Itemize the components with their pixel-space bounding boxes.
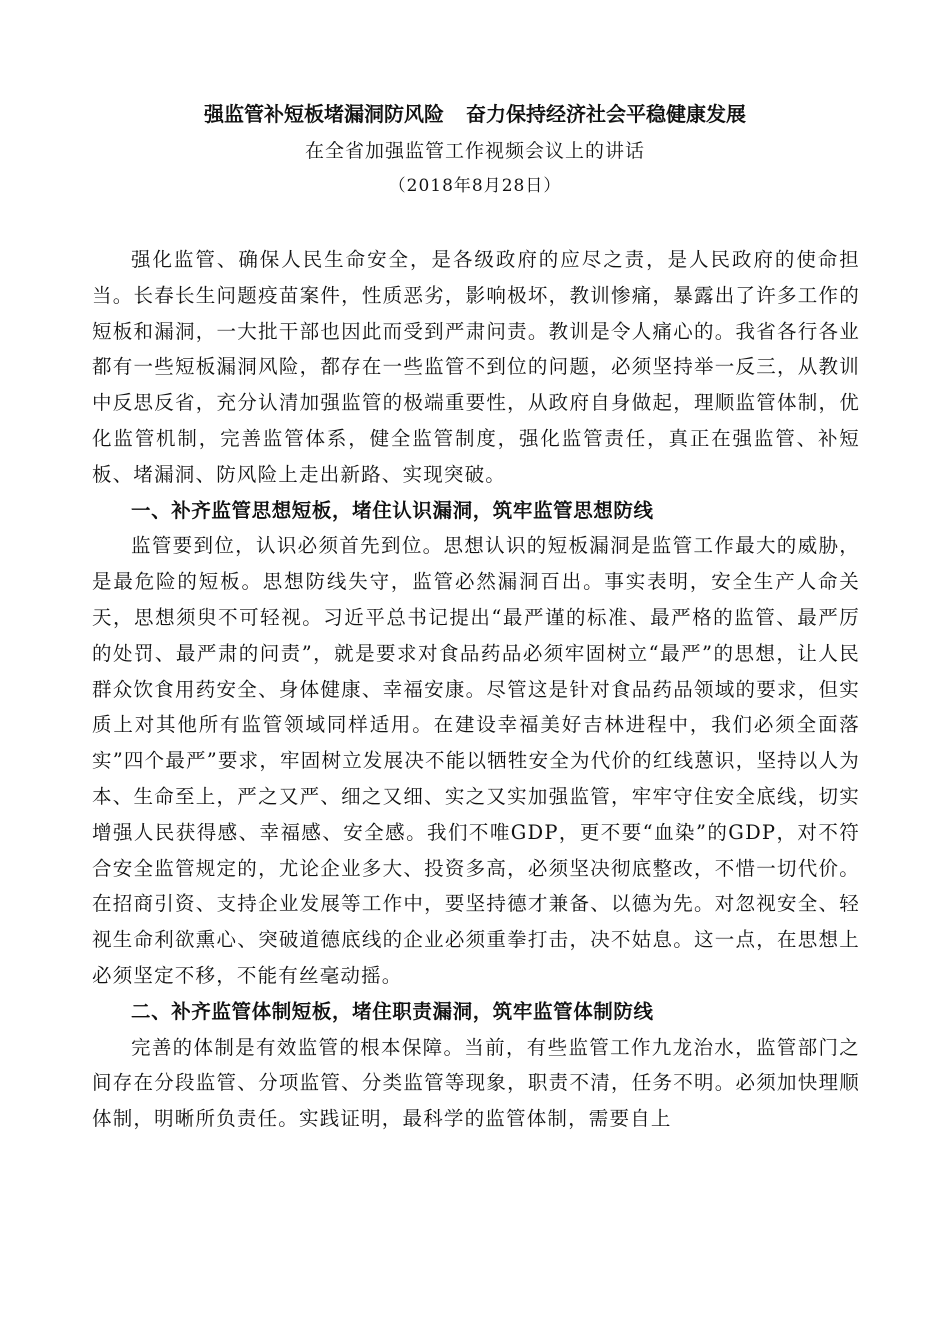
section-heading-2: 二、补齐监管体制短板，堵住职责漏洞，筑牢监管体制防线 xyxy=(131,999,654,1023)
document-subtitle: 在全省加强监管工作视频会议上的讲话 xyxy=(304,140,645,162)
title-part-1: 强监管补短板堵漏洞防风险 xyxy=(204,102,444,126)
document-date: （2018年8月28日） xyxy=(388,176,562,196)
section-2-paragraph: 完善的体制是有效监管的根本保障。当前，有些监管工作九龙治水，监管部门之间存在分段监管、分项监管、分类监管等现象，职责不清，任务不明。必须加快理顺体制，明晰所负责任。实践证明，最科学的监管体制，需要自上 xyxy=(92,1035,860,1131)
section-1-paragraph: 监管要到位，认识必须首先到位。思想认识的短板漏洞是监管工作最大的威胁，是最危险的短板。思想防线失守，监管必然漏洞百出。事实表明，安全生产人命关天，思想须臾不可轻视。习近平总书记提出“最严谨的标准、最严格的监管、最严厉的处罚、最严肃的问责”，就是要求对食品药品必须牢固树立“最严”的思想，让人民群众饮食用药安全、身体健康、幸福安康。尽管这是针对食品药品领域的要求，但实质上对其他所有监管领域同样适用。在建设幸福美好吉林进程中，我们必须全面落实”四个最严”要求，牢固树立发展决不能以牺牲安全为代价的红线蒽识，坚持以人为本、生命至上，严之又严、细之又细、实之又实加强监管，牢牢守住安全底线，切实增强人民获得感、幸福感、安全感。我们不唯GDP，更不要“血染”的GDP，对不符合安全监管规定的，尤论企业多大、投资多高，必须坚决彻底整改，不惜一切代价。在招商引资、支持企业发展等工作中，要坚持德才兼备、以德为先。对忽视安全、轻视生命利欲熏心、突破道德底线的企业必须重拳打击，决不姑息。这一点，在思想上必须坚定不移，不能有丝毫动摇。 xyxy=(92,534,860,987)
title-part-2: 奋力保持经济社会平稳健康发展 xyxy=(466,102,746,126)
section-heading-1: 一、补齐监管思想短板，堵住认识漏洞，筑牢监管思想防线 xyxy=(131,498,654,522)
document-title xyxy=(0,98,950,130)
document-body xyxy=(92,242,860,1137)
intro-paragraph: 强化监管、确保人民生命安全，是各级政府的应尽之责，是人民政府的使命担当。长春长生问题疫苗案件，性质恶劣，影响极坏，教训惨痛，暴露出了许多工作的短板和漏洞，一大批干部也因此而受到严肃问责。教训是令人痛心的。我省各行各业都有一些短板漏洞风险，都存在一些监管不到位的问题，必须坚持举一反三，从教训中反思反省，充分认清加强监管的极端重要性，从政府自身做起，理顺监管体制，优化监管机制，完善监管体系，健全监管制度，强化监管责任，真正在强监管、补短板、堵漏洞、防风险上走出新路、实现突破。 xyxy=(92,248,860,486)
